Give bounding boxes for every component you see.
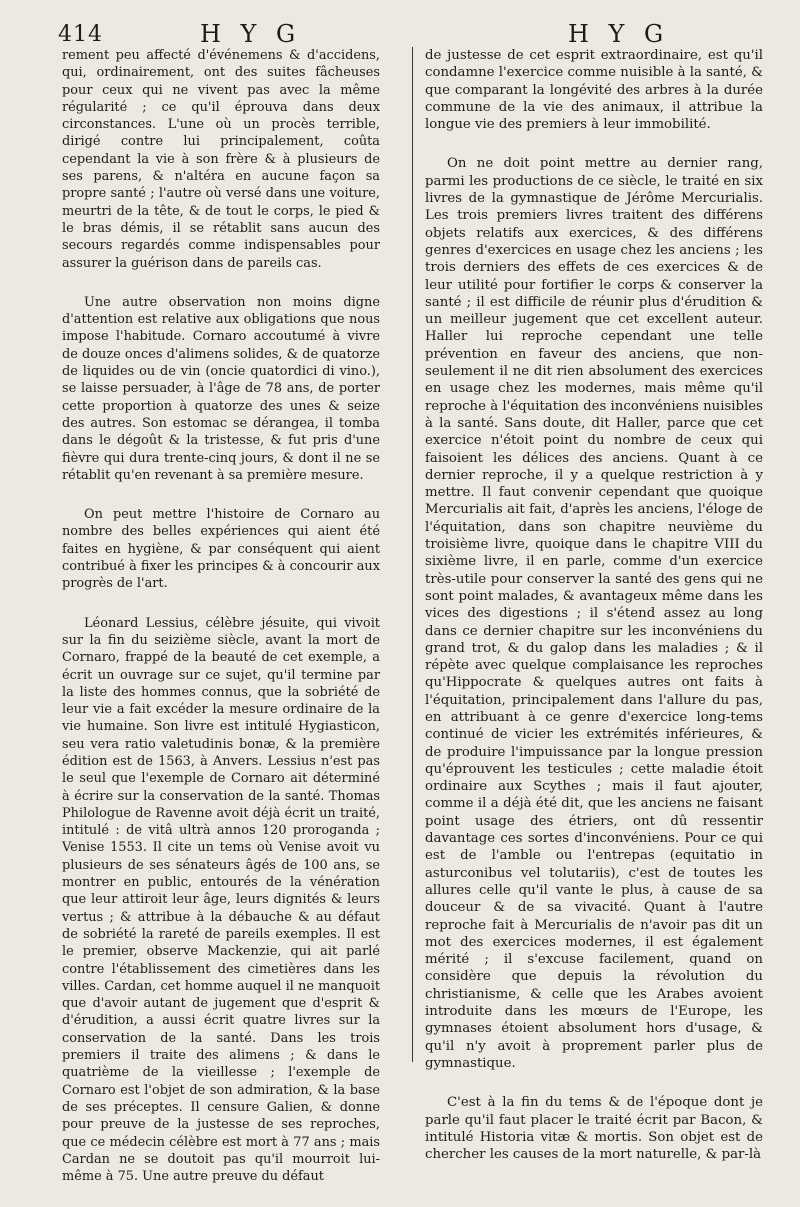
left-paragraph-3: On peut mettre l'histoire de Cornaro au nombre des belles expériences qui aient été faites en hygiène, & par conséquent qui aient contribué à fixer les principes & à concourir aux progrès de l'art. [62,507,380,592]
left-paragraph-2: Une autre observation non moins digne d'attention est relative aux obligations que nous impose l'habitude. Cornaro accoutumé à vivre de douze onces d'alimens solides, & de quatorze de liquides ou de vin (oncie quatordici di vino.), se laisse persuader, à l'âge de 78 ans, de porter cette proportion à quatorze des unes & seize des autres. Son estomac se dérangea, il tomba dans le dégoût & la tristesse, & fut pris d'une fièvre qui dura trente-cinq jours, & dont il ne se rétablit qu'en revenant à sa première mesure. [62,294,380,483]
left-paragraph-4: Léonard Lessius, célèbre jésuite, qui vivoit sur la fin du seizième siècle, avant la mort de Cornaro, frappé de la beauté de cet exemple, a écrit un ouvrage sur ce sujet, qu'il termine par la liste des hommes connus, que la sobriété de leur vie a fait excéder la mesure ordinaire de la vie humaine. Son livre est intitulé Hygiasticon, seu vera ratio valetudinis bonæ, & la première édition est de 1563, à Anvers. Lessius n'est pas le seul que l'exemple de Cornaro ait déterminé à écrire sur la conservation de la santé. Thomas Philologue de Ravenne avoit déjà écrit un traité, intitulé : de vitâ ultrà annos 120 proroganda ; Venise 1553. Il cite un tems où Venise avoit vu plusieurs de ses sénateurs âgés de 100 ans, se montrer en public, entourés de la vénération que leur attiroit leur âge, leurs dignités & leurs vertus ; & attribue à la débauche & au défaut de sobriété la rareté de pareils exemples. Il est le premier, observe Mackenzie, qui ait parlé contre l'établissement des cimetières dans les villes. Cardan, cet homme auquel il ne manquoit que d'avoir autant de jugement que d'esprit & d'érudition, a aussi écrit quatre livres sur la conservation de la santé. Dans les trois premiers il traite des alimens ; & dans le quatrième de la vieillesse ; l'exemple de Cornaro est l'objet de son admiration, & la base de ses préceptes. Il censure Galien, & donne pour preuve de la justesse de ses reproches, que ce médecin célèbre est mort à 77 ans ; mais Cardan ne se doutoit pas qu'il mourroit lui-même à 75. Une autre preuve du défaut [62,615,380,1185]
running-head-right: H Y G [568,20,670,48]
right-paragraph-2: On ne doit point mettre au dernier rang, parmi les productions de ce siècle, le traité en six livres de la gymnastique de Jérôme Mercurialis. Les trois premiers livres traitent des différens objets relatifs aux exercices, & des différens genres d'exercices en usage chez les anciens ; les trois derniers des effets de ces exercices & de leur utilité pour fortifier le corps & conserver la santé ; il est difficile de réunir plus d'érudition & un meilleur jugement que cet excellent auteur. Haller lui reproche cependant une telle prévention en faveur des anciens, que non-seulement il ne dit rien absolument des exercices en usage chez les modernes, mais même qu'il reproche à l'équitation des inconvéniens nuisibles à la santé. Sans doute, dit Haller, parce que cet exercice n'étoit point du nombre de ceux qui faisoient les délices des anciens. Quant à ce dernier reproche, il y a quelque restriction à y mettre. Il faut convenir cependant que quoique Mercurialis ait fait, d'après les anciens, l'éloge de l'équitation, dans son chapitre neuvième du troisième livre, quoique dans le chapitre VIII du sixième livre, il en parle, comme d'un exercice très-utile pour conserver la santé des gens qui ne sont point malades, & avantageux même dans les vices des digestions ; il s'étend assez au long dans ce dernier chapitre sur les inconvéniens du grand trot, & du galop dans les maladies ; & il répète avec quelque complaisance les reproches qu'Hippocrate & quelques autres ont faits à l'équitation, principalement dans l'allure du pas, en attribuant à ce genre d'exercice long-tems continué de vicier les extrémités inférieures, & de produire l'impuissance par la longue pression qu'éprouvent les testicules ; cette maladie étoit ordinaire aux Scythes ; mais il faut ajouter, comme il a déjà été dit, que les anciens ne faisant point usage des étriers, ont dû ressentir davantage ces sortes d'inconvéniens. Pour ce qui est de l'amble ou l'entrepas (equitatio in asturconibus vel tolutariis), c'est de toutes les allures celle qu'il vante le plus, à cause de sa douceur & de sa vivacité. Quant à l'autre reproche fait à Mercurialis de n'avoir pas dit un mot des exercices modernes, il est également mérité ; il s'excuse facilement, quand on considère que depuis la révolution du christianisme, & celle que les Arabes avoient introduite dans les mœurs de l'Europe, les gymnases étoient absolument hors d'usage, & qu'il n'y avoit à proprement parler plus de gymnastique. [425,156,763,1071]
right-paragraph-1: de justesse de cet esprit extraordinaire, est qu'il condamne l'exercice comme nuisible à la santé, & que comparant la longévité des arbres à la durée commune de la vie des animaux, il attribue la longue vie des premiers à leur immobilité. [425,48,763,133]
column-divider [412,47,413,1062]
page-number: 414 [58,22,103,47]
right-paragraph-3: C'est à la fin du tems & de l'époque dont je parle qu'il faut placer le traité écrit par Bacon, & intitulé Historia vitæ & mortis. Son objet est de chercher les causes de la mort naturelle, & par-là [425,1095,763,1163]
running-head-left: H Y G [200,20,302,48]
right-column [425,47,763,1185]
left-column [62,47,380,1207]
left-paragraph-1: rement peu affecté d'événemens & d'accidens, qui, ordinairement, ont des suites fâcheuses pour ceux qui ne vivent pas avec la même régularité ; ce qu'il éprouva dans deux circonstances. L'une où un procès terrible, dirigé contre lui principalement, coûta cependant la vie à son frère & à plusieurs de ses parens, & n'altéra en aucune façon sa propre santé ; l'autre où versé dans une voiture, meurtri de la tête, & de tout le corps, le pied & le bras démis, il se rétablit sans aucun des secours regardés comme indispensables pour assurer la guérison dans de pareils cas. [62,48,380,271]
